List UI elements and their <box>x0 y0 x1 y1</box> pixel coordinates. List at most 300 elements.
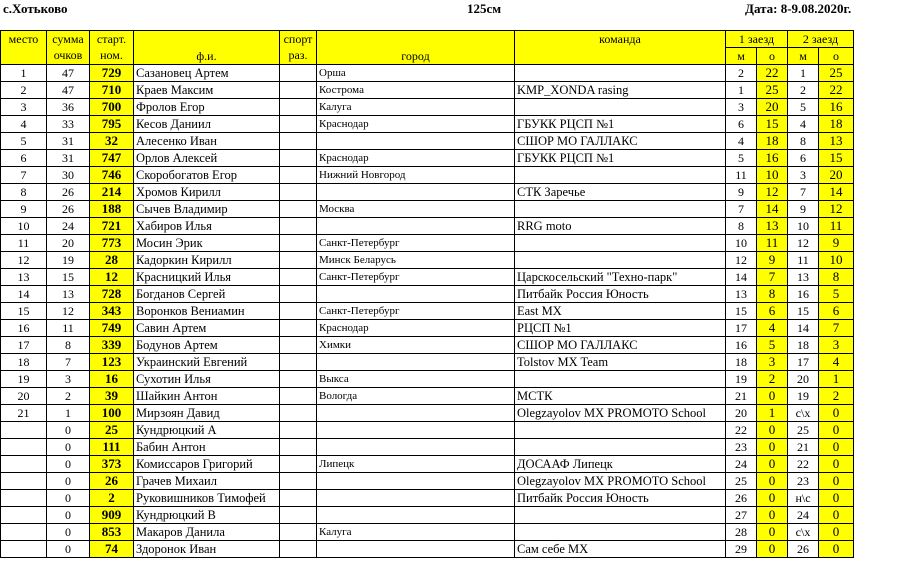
cell-team <box>515 252 726 269</box>
cell-race1-position: 22 <box>726 422 757 439</box>
cell-race2-position: 1 <box>788 65 819 82</box>
event-class: 125см <box>467 1 502 16</box>
cell-sport-rank <box>280 524 317 541</box>
cell-city: Нижний Новгород <box>317 167 515 184</box>
cell-place: 13 <box>1 269 47 286</box>
cell-race1-points: 4 <box>757 320 788 337</box>
cell-sport-rank <box>280 354 317 371</box>
cell-start-number: 795 <box>90 116 134 133</box>
cell-city <box>317 133 515 150</box>
cell-race2-position: 23 <box>788 473 819 490</box>
cell-race1-points: 0 <box>757 507 788 524</box>
cell-name: Савин Артем <box>134 320 280 337</box>
cell-race1-position: 1 <box>726 82 757 99</box>
table-row <box>1 388 854 405</box>
cell-place: 15 <box>1 303 47 320</box>
table-row <box>1 269 854 286</box>
cell-race1-points: 0 <box>757 541 788 558</box>
cell-points: 26 <box>47 184 90 201</box>
cell-team: Царскосельский "Техно-парк" <box>515 269 726 286</box>
cell-race1-position: 16 <box>726 337 757 354</box>
sheet-header <box>0 0 900 18</box>
cell-name: Алесенко Иван <box>134 133 280 150</box>
cell-race2-points: 0 <box>819 405 854 422</box>
cell-team: Питбайк Россия Юность <box>515 286 726 303</box>
cell-place: 16 <box>1 320 47 337</box>
cell-team <box>515 201 726 218</box>
cell-team <box>515 524 726 541</box>
cell-race1-points: 0 <box>757 490 788 507</box>
cell-sport-rank <box>280 133 317 150</box>
cell-sport-rank <box>280 320 317 337</box>
cell-race1-position: 27 <box>726 507 757 524</box>
cell-race2-position: 24 <box>788 507 819 524</box>
cell-city <box>317 541 515 558</box>
cell-race2-points: 16 <box>819 99 854 116</box>
cell-race2-position: с\х <box>788 405 819 422</box>
cell-race2-points: 13 <box>819 133 854 150</box>
cell-place: 11 <box>1 235 47 252</box>
cell-race2-position: 11 <box>788 252 819 269</box>
cell-sport-rank <box>280 269 317 286</box>
cell-start-number: 214 <box>90 184 134 201</box>
cell-points: 47 <box>47 82 90 99</box>
cell-start-number: 746 <box>90 167 134 184</box>
table-row <box>1 65 854 82</box>
cell-start-number: 74 <box>90 541 134 558</box>
cell-start-number: 16 <box>90 371 134 388</box>
cell-sport-rank <box>280 116 317 133</box>
cell-name: Кундрюцкий В <box>134 507 280 524</box>
cell-name: Красницкий Илья <box>134 269 280 286</box>
cell-city: Химки <box>317 337 515 354</box>
cell-race1-position: 19 <box>726 371 757 388</box>
col-points-header: сумма очков <box>47 31 90 65</box>
cell-points: 19 <box>47 252 90 269</box>
cell-points: 47 <box>47 65 90 82</box>
cell-team: РЦСП №1 <box>515 320 726 337</box>
cell-name: Бодунов Артем <box>134 337 280 354</box>
cell-name: Кадоркин Кирилл <box>134 252 280 269</box>
cell-race1-position: 8 <box>726 218 757 235</box>
cell-race1-points: 13 <box>757 218 788 235</box>
cell-sport-rank <box>280 184 317 201</box>
cell-race2-position: 7 <box>788 184 819 201</box>
cell-race2-points: 8 <box>819 269 854 286</box>
cell-race2-position: 8 <box>788 133 819 150</box>
cell-points: 0 <box>47 507 90 524</box>
cell-start-number: 710 <box>90 82 134 99</box>
cell-name: Орлов Алексей <box>134 150 280 167</box>
cell-team: СШОР МО ГАЛЛАКС <box>515 337 726 354</box>
cell-name: Сухотин Илья <box>134 371 280 388</box>
cell-place: 1 <box>1 65 47 82</box>
cell-race1-points: 8 <box>757 286 788 303</box>
cell-name: Руковишников Тимофей <box>134 490 280 507</box>
cell-city: Краснодар <box>317 116 515 133</box>
cell-team <box>515 507 726 524</box>
cell-start-number: 373 <box>90 456 134 473</box>
cell-points: 31 <box>47 133 90 150</box>
cell-race2-position: 18 <box>788 337 819 354</box>
cell-race1-points: 12 <box>757 184 788 201</box>
cell-race2-position: 6 <box>788 150 819 167</box>
cell-city: Санкт-Петербург <box>317 303 515 320</box>
cell-race1-position: 10 <box>726 235 757 252</box>
cell-start-number: 28 <box>90 252 134 269</box>
table-row <box>1 252 854 269</box>
cell-team <box>515 439 726 456</box>
cell-name: Воронков Вениамин <box>134 303 280 320</box>
cell-race2-position: 25 <box>788 422 819 439</box>
cell-race2-points: 18 <box>819 116 854 133</box>
cell-sport-rank <box>280 422 317 439</box>
cell-points: 0 <box>47 422 90 439</box>
cell-race1-position: 14 <box>726 269 757 286</box>
table-row <box>1 116 854 133</box>
cell-place <box>1 507 47 524</box>
cell-race1-points: 7 <box>757 269 788 286</box>
cell-team <box>515 371 726 388</box>
cell-start-number: 39 <box>90 388 134 405</box>
cell-start-number: 729 <box>90 65 134 82</box>
cell-name: Украинский Евгений <box>134 354 280 371</box>
cell-city: Липецк <box>317 456 515 473</box>
cell-city: Москва <box>317 201 515 218</box>
cell-race2-position: 9 <box>788 201 819 218</box>
cell-team: ГБУКК РЦСП №1 <box>515 116 726 133</box>
cell-race1-position: 7 <box>726 201 757 218</box>
cell-city: Кострома <box>317 82 515 99</box>
cell-race1-points: 1 <box>757 405 788 422</box>
table-row <box>1 354 854 371</box>
cell-start-number: 339 <box>90 337 134 354</box>
cell-points: 0 <box>47 456 90 473</box>
cell-start-number: 32 <box>90 133 134 150</box>
cell-start-number: 773 <box>90 235 134 252</box>
cell-name: Грачев Михаил <box>134 473 280 490</box>
cell-race2-points: 10 <box>819 252 854 269</box>
cell-race2-points: 15 <box>819 150 854 167</box>
cell-start-number: 728 <box>90 286 134 303</box>
col-race2-header: 2 заезд <box>788 31 854 48</box>
cell-race1-position: 15 <box>726 303 757 320</box>
cell-name: Сазановец Артем <box>134 65 280 82</box>
cell-race2-position: 2 <box>788 82 819 99</box>
cell-place: 19 <box>1 371 47 388</box>
cell-race1-points: 0 <box>757 456 788 473</box>
cell-race1-points: 25 <box>757 82 788 99</box>
cell-points: 31 <box>47 150 90 167</box>
cell-team: ДОСААФ Липецк <box>515 456 726 473</box>
cell-city <box>317 286 515 303</box>
cell-start-number: 749 <box>90 320 134 337</box>
table-row <box>1 167 854 184</box>
cell-points: 8 <box>47 337 90 354</box>
col-race2-m: м <box>788 48 819 65</box>
cell-team <box>515 65 726 82</box>
table-row <box>1 99 854 116</box>
cell-team: East MX <box>515 303 726 320</box>
cell-race1-position: 18 <box>726 354 757 371</box>
cell-race1-position: 13 <box>726 286 757 303</box>
cell-points: 15 <box>47 269 90 286</box>
cell-race1-position: 21 <box>726 388 757 405</box>
cell-points: 0 <box>47 490 90 507</box>
cell-race1-position: 12 <box>726 252 757 269</box>
cell-place: 3 <box>1 99 47 116</box>
cell-race1-points: 5 <box>757 337 788 354</box>
table-row <box>1 405 854 422</box>
cell-points: 3 <box>47 371 90 388</box>
cell-team: Tolstov MX Team <box>515 354 726 371</box>
cell-city: Краснодар <box>317 150 515 167</box>
cell-sport-rank <box>280 473 317 490</box>
cell-place: 2 <box>1 82 47 99</box>
cell-start-number: 25 <box>90 422 134 439</box>
table-row <box>1 133 854 150</box>
cell-race2-points: 2 <box>819 388 854 405</box>
cell-race1-points: 10 <box>757 167 788 184</box>
cell-sport-rank <box>280 337 317 354</box>
table-row <box>1 235 854 252</box>
event-date: Дата: 8-9.08.2020г. <box>745 1 852 16</box>
cell-race2-points: 0 <box>819 507 854 524</box>
table-row <box>1 337 854 354</box>
cell-race1-position: 17 <box>726 320 757 337</box>
cell-points: 24 <box>47 218 90 235</box>
cell-city <box>317 218 515 235</box>
cell-race2-position: 4 <box>788 116 819 133</box>
col-race1-header: 1 заезд <box>726 31 788 48</box>
table-row <box>1 490 854 507</box>
cell-race1-points: 20 <box>757 99 788 116</box>
cell-sport-rank <box>280 82 317 99</box>
cell-race1-points: 0 <box>757 524 788 541</box>
cell-sport-rank <box>280 371 317 388</box>
cell-place: 17 <box>1 337 47 354</box>
cell-city <box>317 473 515 490</box>
cell-city <box>317 507 515 524</box>
cell-city: Минск Беларусь <box>317 252 515 269</box>
cell-race1-points: 22 <box>757 65 788 82</box>
cell-start-number: 700 <box>90 99 134 116</box>
col-race2-o: о <box>819 48 854 65</box>
cell-start-number: 123 <box>90 354 134 371</box>
cell-place: 18 <box>1 354 47 371</box>
cell-sport-rank <box>280 507 317 524</box>
cell-race1-position: 28 <box>726 524 757 541</box>
cell-race2-position: 17 <box>788 354 819 371</box>
cell-place: 20 <box>1 388 47 405</box>
cell-name: Хабиров Илья <box>134 218 280 235</box>
cell-city: Орша <box>317 65 515 82</box>
table-row <box>1 201 854 218</box>
cell-race1-points: 3 <box>757 354 788 371</box>
cell-race1-points: 0 <box>757 473 788 490</box>
table-row <box>1 473 854 490</box>
cell-points: 12 <box>47 303 90 320</box>
cell-place <box>1 456 47 473</box>
cell-start-number: 2 <box>90 490 134 507</box>
cell-points: 26 <box>47 201 90 218</box>
cell-race2-position: 21 <box>788 439 819 456</box>
cell-place <box>1 439 47 456</box>
cell-team: Olegzayolov MX PROMOTO School <box>515 405 726 422</box>
cell-race2-position: 16 <box>788 286 819 303</box>
col-start-header: старт. ном. <box>90 31 134 65</box>
cell-team: ГБУКК РЦСП №1 <box>515 150 726 167</box>
cell-race2-points: 1 <box>819 371 854 388</box>
cell-team <box>515 99 726 116</box>
cell-place: 10 <box>1 218 47 235</box>
cell-race1-position: 26 <box>726 490 757 507</box>
cell-start-number: 909 <box>90 507 134 524</box>
cell-points: 30 <box>47 167 90 184</box>
cell-place <box>1 473 47 490</box>
table-row <box>1 456 854 473</box>
cell-place: 7 <box>1 167 47 184</box>
cell-name: Краев Максим <box>134 82 280 99</box>
cell-points: 2 <box>47 388 90 405</box>
cell-name: Мирзоян Давид <box>134 405 280 422</box>
cell-team: RRG moto <box>515 218 726 235</box>
cell-name: Богданов Сергей <box>134 286 280 303</box>
cell-race1-position: 4 <box>726 133 757 150</box>
cell-race2-points: 12 <box>819 201 854 218</box>
cell-points: 0 <box>47 473 90 490</box>
cell-sport-rank <box>280 99 317 116</box>
cell-name: Комиссаров Григорий <box>134 456 280 473</box>
cell-start-number: 100 <box>90 405 134 422</box>
cell-race2-points: 5 <box>819 286 854 303</box>
cell-race2-position: 20 <box>788 371 819 388</box>
cell-race1-points: 18 <box>757 133 788 150</box>
cell-race1-points: 11 <box>757 235 788 252</box>
cell-race1-points: 16 <box>757 150 788 167</box>
cell-city <box>317 405 515 422</box>
cell-race2-points: 3 <box>819 337 854 354</box>
cell-points: 0 <box>47 439 90 456</box>
cell-race1-position: 11 <box>726 167 757 184</box>
cell-race2-points: 6 <box>819 303 854 320</box>
cell-points: 20 <box>47 235 90 252</box>
cell-start-number: 853 <box>90 524 134 541</box>
cell-sport-rank <box>280 252 317 269</box>
cell-sport-rank <box>280 218 317 235</box>
cell-name: Хромов Кирилл <box>134 184 280 201</box>
cell-place <box>1 524 47 541</box>
cell-race2-points: 7 <box>819 320 854 337</box>
table-row <box>1 371 854 388</box>
cell-race2-points: 0 <box>819 490 854 507</box>
cell-race2-position: с\х <box>788 524 819 541</box>
cell-sport-rank <box>280 541 317 558</box>
cell-points: 33 <box>47 116 90 133</box>
cell-start-number: 111 <box>90 439 134 456</box>
cell-start-number: 343 <box>90 303 134 320</box>
cell-start-number: 721 <box>90 218 134 235</box>
cell-race2-position: 5 <box>788 99 819 116</box>
table-row <box>1 524 854 541</box>
cell-sport-rank <box>280 303 317 320</box>
cell-points: 1 <box>47 405 90 422</box>
cell-name: Шайкин Антон <box>134 388 280 405</box>
cell-sport-rank <box>280 286 317 303</box>
cell-city: Санкт-Петербург <box>317 269 515 286</box>
cell-race2-points: 22 <box>819 82 854 99</box>
cell-place: 12 <box>1 252 47 269</box>
cell-team: МСТК <box>515 388 726 405</box>
cell-sport-rank <box>280 150 317 167</box>
table-row <box>1 286 854 303</box>
cell-place <box>1 490 47 507</box>
cell-race2-position: 3 <box>788 167 819 184</box>
cell-place: 9 <box>1 201 47 218</box>
cell-team: Olegzayolov MX PROMOTO School <box>515 473 726 490</box>
cell-sport-rank <box>280 405 317 422</box>
table-header <box>1 31 854 65</box>
cell-place: 6 <box>1 150 47 167</box>
cell-race1-position: 6 <box>726 116 757 133</box>
cell-race2-points: 14 <box>819 184 854 201</box>
cell-name: Кесов Даниил <box>134 116 280 133</box>
table-row <box>1 320 854 337</box>
cell-team: Сам себе МХ <box>515 541 726 558</box>
cell-race2-position: 14 <box>788 320 819 337</box>
cell-city <box>317 354 515 371</box>
results-table <box>0 30 854 558</box>
cell-race1-position: 9 <box>726 184 757 201</box>
cell-city: Краснодар <box>317 320 515 337</box>
cell-sport-rank <box>280 439 317 456</box>
table-row <box>1 507 854 524</box>
cell-place: 8 <box>1 184 47 201</box>
col-sport-header: спорт раз. <box>280 31 317 65</box>
cell-race1-points: 14 <box>757 201 788 218</box>
cell-race2-points: 0 <box>819 473 854 490</box>
cell-race2-position: 12 <box>788 235 819 252</box>
col-race1-o: о <box>757 48 788 65</box>
cell-sport-rank <box>280 201 317 218</box>
cell-race1-points: 0 <box>757 422 788 439</box>
table-row <box>1 82 854 99</box>
cell-team: СТК Заречье <box>515 184 726 201</box>
cell-race1-position: 3 <box>726 99 757 116</box>
col-place-header: место <box>1 31 47 65</box>
cell-name: Сычев Владимир <box>134 201 280 218</box>
cell-place: 21 <box>1 405 47 422</box>
cell-team <box>515 167 726 184</box>
cell-name: Скоробогатов Егор <box>134 167 280 184</box>
cell-place: 14 <box>1 286 47 303</box>
cell-race1-points: 0 <box>757 388 788 405</box>
cell-name: Фролов Егор <box>134 99 280 116</box>
cell-race2-points: 11 <box>819 218 854 235</box>
cell-sport-rank <box>280 235 317 252</box>
cell-place: 4 <box>1 116 47 133</box>
cell-race1-position: 20 <box>726 405 757 422</box>
cell-race2-points: 0 <box>819 456 854 473</box>
cell-race2-points: 0 <box>819 541 854 558</box>
table-body <box>1 65 854 558</box>
cell-race1-points: 15 <box>757 116 788 133</box>
cell-race2-position: 13 <box>788 269 819 286</box>
cell-race1-position: 24 <box>726 456 757 473</box>
cell-team <box>515 235 726 252</box>
cell-team <box>515 422 726 439</box>
col-city-header: город <box>317 31 515 65</box>
